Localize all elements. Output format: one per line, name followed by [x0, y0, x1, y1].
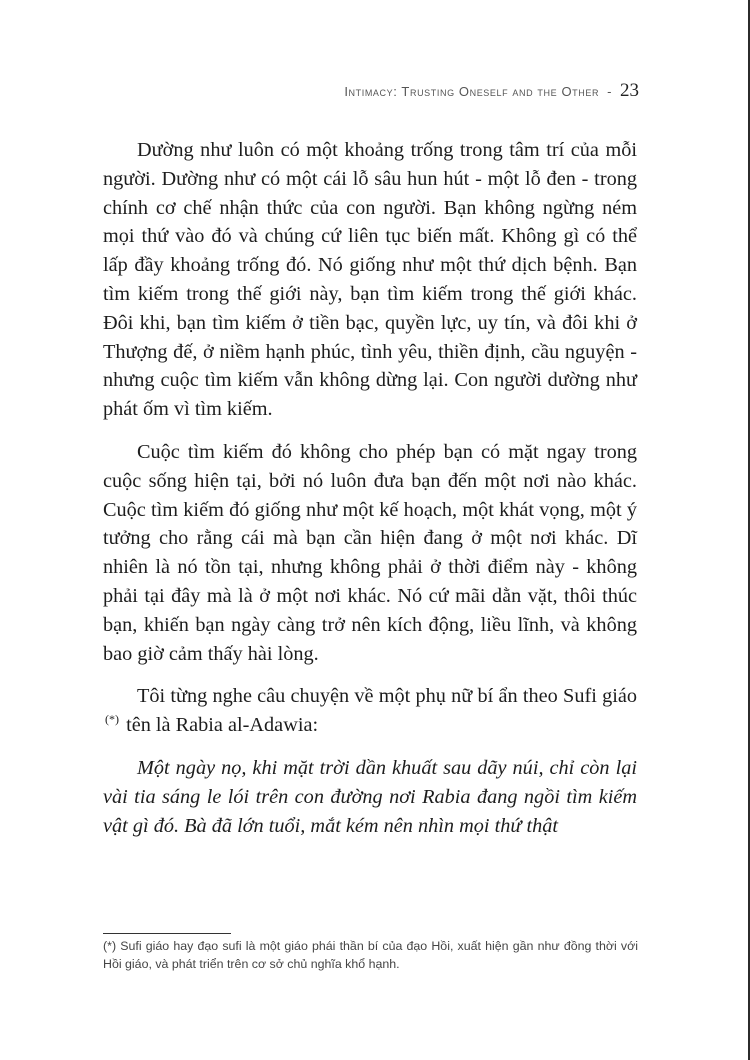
body-text — [103, 136, 637, 854]
page-number: 23 — [620, 80, 639, 101]
paragraph-2: Cuộc tìm kiếm đó không cho phép bạn có mặt ngay trong cuộc sống hiện tại, bởi nó luôn đưa bạn đến một nơi nào khác. Cuộc tìm kiếm đó giống như một kế hoạch, một khát vọng, một ý tưởng cho rằng cái mà bạn cần hiện đang ở một nơi khác. Dĩ nhiên là nó tồn tại, nhưng không phải ở thời điểm này - không phải tại đây mà là ở một nơi khác. Nó cứ mãi dằn vặt, thôi thúc bạn, khiến bạn ngày càng trở nên kích động, liều lĩnh, và không bao giờ cảm thấy hài lòng. — [103, 440, 637, 665]
footnote-divider — [103, 933, 231, 934]
story-intro-paragraph — [103, 682, 637, 740]
running-header — [344, 80, 639, 102]
header-separator: - — [607, 84, 612, 99]
running-title: Intimacy: Trusting Oneself and the Other — [344, 84, 600, 99]
paragraph-1: Dường như luôn có một khoảng trống trong tâm trí của mỗi người. Dường như có một cái lỗ sâu hun hút - một lỗ đen - trong chính cơ chế nhận thức của con người. Bạn không ngừng ném mọi thứ vào đó và chúng cứ liên tục biến mất. Không gì có thể lấp đầy khoảng trống đó. Nó giống như một thứ dịch bệnh. Bạn tìm kiếm trong thế giới này, bạn tìm kiếm trong thế giới khác. Đôi khi, bạn tìm kiếm ở tiền bạc, quyền lực, uy tín, và đôi khi ở Thượng đế, ở niềm hạnh phúc, tình yêu, thiền định, cầu nguyện - nhưng cuộc tìm kiếm vẫn không dừng lại. Con người dường như phát ốm vì tìm kiếm. — [103, 139, 637, 421]
story-intro-tail: tên là Rabia al-Adawia: — [126, 714, 319, 737]
story-intro-text: Tôi từng nghe câu chuyện về một phụ nữ bí ẩn theo Sufi giáo — [137, 685, 637, 708]
footnote-marker: (*) — [105, 712, 119, 727]
footnote: (*) Sufi giáo hay đạo sufi là một giáo phái thần bí của đạo Hồi, xuất hiện gần như đồng thời với Hồi giáo, và phát triển trên cơ sở chủ nghĩa khổ hạnh. — [103, 939, 638, 971]
italic-story-paragraph: Một ngày nọ, khi mặt trời dần khuất sau dãy núi, chỉ còn lại vài tia sáng le lói trên con đường nơi Rabia đang ngồi tìm kiếm vật gì đó. Bà đã lớn tuổi, mắt kém nên nhìn mọi thứ thật — [103, 756, 637, 837]
